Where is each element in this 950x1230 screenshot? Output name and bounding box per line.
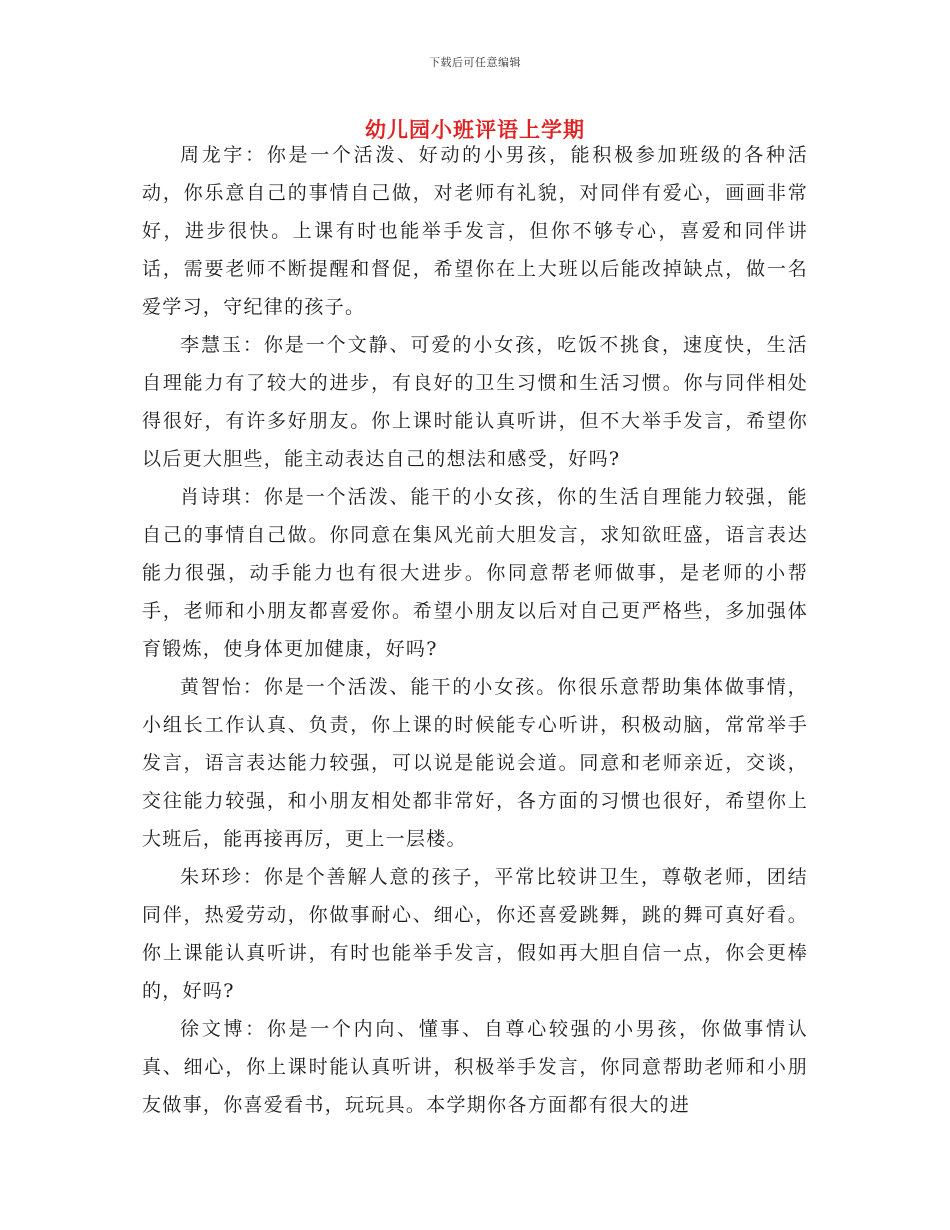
comment-paragraph-xiao-shiqi: 肖诗琪：你是一个活泼、能干的小女孩，你的生活自理能力较强，能自己的事情自己做。你同意在集风光前大胆发言，求知欲旺盛，语言表达能力很强，动手能力也有很大进步。你同意帮老师做事，是老师的小帮手，老师和小朋友都喜爱你。希望小朋友以后对自己更严格些，多加强体育锻炼，使身体更加健康，好吗?	[142, 486, 808, 660]
comment-paragraph-xu-wenbo: 徐文博：你是一个内向、懂事、自尊心较强的小男孩，你做事情认真、细心，你上课时能认真听讲，积极举手发言，你同意帮助老师和小朋友做事，你喜爱看书，玩玩具。本学期你各方面都有很大的进	[142, 1018, 808, 1116]
comment-paragraph-zhu-huanzhen: 朱环珍：你是个善解人意的孩子，平常比较讲卫生，尊敬老师，团结同伴，热爱劳动，你做事耐心、细心，你还喜爱跳舞，跳的舞可真好看。你上课能认真听讲，有时也能举手发言，假如再大胆自信一点，你会更棒的，好吗?	[142, 866, 808, 1002]
comment-paragraph-zhou-longyu: 周龙宇：你是一个活泼、好动的小男孩，能积极参加班级的各种活动，你乐意自己的事情自己做，对老师有礼貌，对同伴有爱心，画画非常好，进步很快。上课有时也能举手发言，但你不够专心，喜爱和同伴讲话，需要老师不断提醒和督促，希望你在上大班以后能改掉缺点，做一名爱学习，守纪律的孩子。	[142, 144, 808, 318]
comment-paragraph-huang-zhiyi: 黄智怡：你是一个活泼、能干的小女孩。你很乐意帮助集体做事情，小组长工作认真、负责，你上课的时候能专心听讲，积极动脑，常常举手发言，语言表达能力较强，可以说是能说会道。同意和老师亲近，交谈，交往能力较强，和小朋友相处都非常好，各方面的习惯也很好，希望你上大班后，能再接再厉，更上一层楼。	[142, 676, 808, 850]
document-body	[142, 136, 808, 1124]
document-title: 幼儿园小班评语上学期	[365, 117, 585, 142]
header-note: 下载后可任意编辑	[429, 56, 521, 69]
comment-paragraph-li-huiyu: 李慧玉：你是一个文静、可爱的小女孩，吃饭不挑食，速度快，生活自理能力有了较大的进步，有良好的卫生习惯和生活习惯。你与同伴相处得很好，有许多好朋友。你上课时能认真听讲，但不大举手发言，希望你以后更大胆些，能主动表达自己的想法和感受，好吗?	[142, 334, 808, 470]
